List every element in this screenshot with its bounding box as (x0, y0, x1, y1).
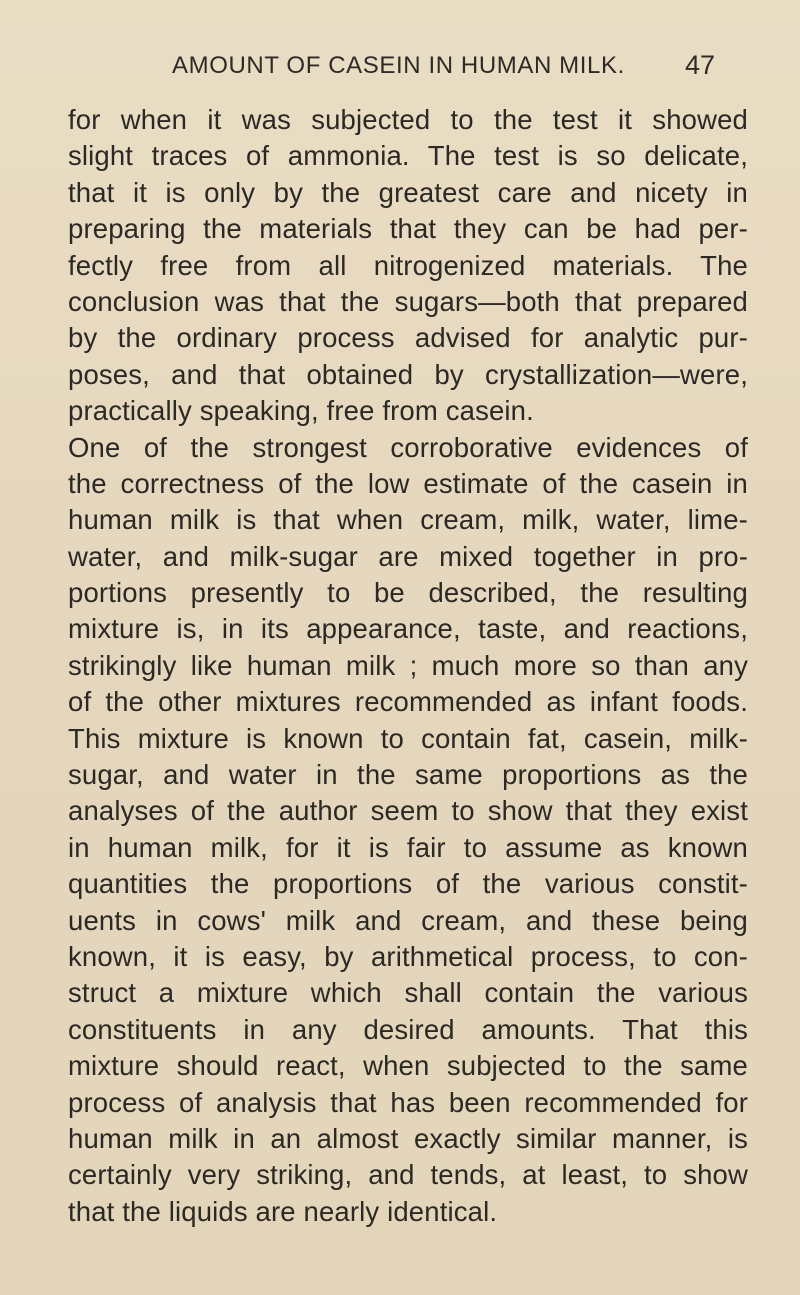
text-line: human milk is that when cream, milk, water, lime- (68, 504, 748, 536)
text-line: quantities the proportions of the various constit- (68, 868, 748, 900)
text-line: slight traces of ammonia. The test is so delicate, (68, 140, 748, 172)
text-line: portions presently to be described, the resulting (68, 577, 748, 609)
text-line: human milk in an almost exactly similar manner, is (68, 1122, 748, 1154)
text-line: preparing the materials that they can be had per- (68, 213, 748, 245)
text-line: for when it was subjected to the test it showed (68, 104, 748, 135)
text-line: water, and milk-sugar are mixed together in pro- (68, 540, 748, 572)
running-title: AMOUNT OF CASEIN IN HUMAN MILK. (172, 52, 625, 79)
text-line: constituents in any desired amounts. That this (68, 1013, 748, 1045)
paragraph-start-line: One of the strongest corroborative evidences of (68, 431, 748, 463)
text-line: that the liquids are nearly identical. (68, 1195, 498, 1227)
text-line: mixture is, in its appearance, taste, and reactions, (68, 613, 748, 645)
text-line: in human milk, for it is fair to assume as known (68, 831, 748, 863)
page-number: 47 (685, 50, 716, 80)
text-line: certainly very striking, and tends, at least, to show (68, 1159, 748, 1191)
text-line: process of analysis that has been recommended for (68, 1086, 748, 1118)
text-line: conclusion was that the sugars—both that prepared (68, 285, 748, 317)
body-text (68, 102, 748, 1230)
text-line: that it is only by the greatest care and nicety in (68, 176, 748, 208)
text-line: sugar, and water in the same proportions as the (68, 759, 748, 791)
text-line: analyses of the author seem to show that they exist (68, 795, 748, 827)
text-line: mixture should react, when subjected to the same (68, 1050, 748, 1082)
text-line: fectly free from all nitrogenized materials. The (68, 249, 748, 281)
text-line: the correctness of the low estimate of the casein in (68, 467, 748, 499)
text-line: uents in cows' milk and cream, and these being (68, 904, 748, 936)
text-line: strikingly like human milk ; much more so than any (68, 649, 748, 681)
running-head (0, 52, 800, 86)
text-line: practically speaking, free from casein. (68, 395, 534, 427)
text-line: struct a mixture which shall contain the various (68, 977, 748, 1009)
text-line: known, it is easy, by arithmetical process, to con- (68, 940, 748, 972)
text-line: poses, and that obtained by crystallization—were, (68, 358, 748, 390)
text-line: by the ordinary process advised for analytic pur- (68, 322, 748, 354)
text-line: of the other mixtures recommended as infant foods. (68, 686, 748, 718)
text-line: This mixture is known to contain fat, casein, milk- (68, 722, 748, 754)
